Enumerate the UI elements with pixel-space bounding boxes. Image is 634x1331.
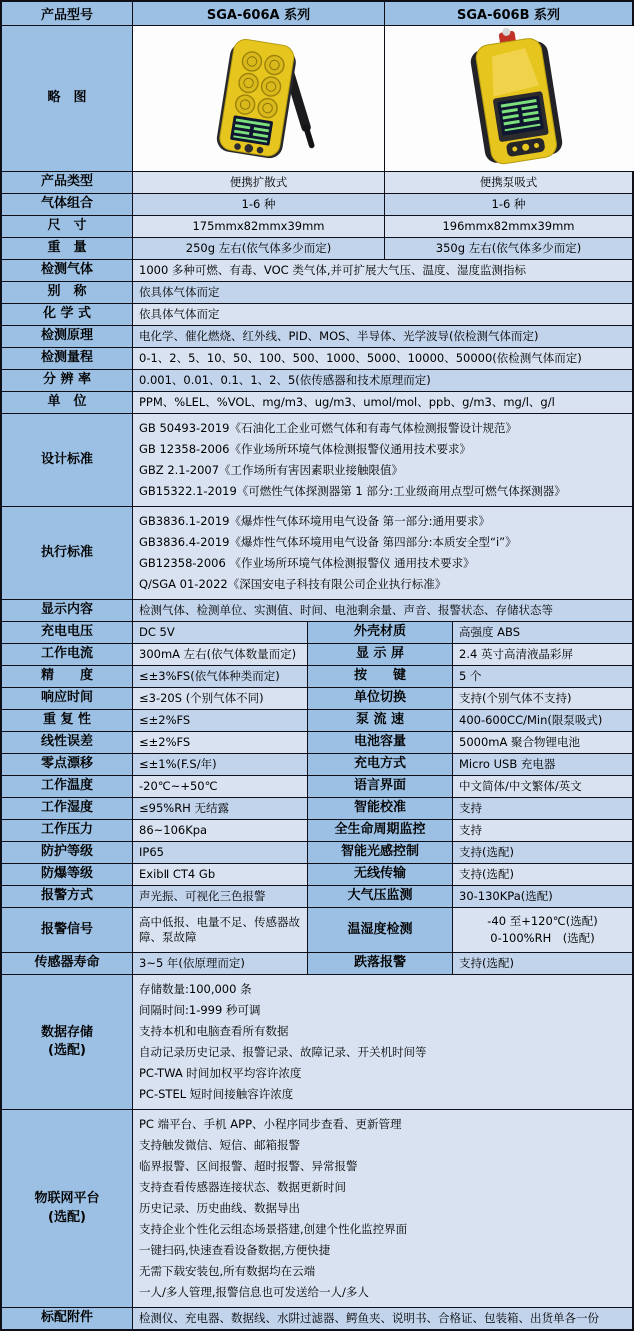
spec-label: 零点漂移: [2, 754, 132, 775]
feature-line: PC 端平台、手机 APP、小程序同步查看、更新管理: [139, 1117, 402, 1131]
spec-value: 支持: [452, 820, 632, 841]
spec-value: -20℃~+50℃: [132, 776, 307, 797]
spec-label: 工作湿度: [2, 798, 132, 819]
spec-value: 2.4 英寸高清液晶彩屏: [452, 644, 632, 665]
spec-label: 智能校准: [307, 798, 452, 819]
table-row: [2, 237, 632, 259]
spec-row: [2, 621, 632, 643]
spec-label: 智能光感控制: [307, 842, 452, 863]
device-body: [466, 27, 564, 166]
feature-line: 支持本机和电脑查看所有数据: [139, 1024, 289, 1038]
spec-label: 线性误差: [2, 732, 132, 753]
feature-line: PC-TWA 时间加权平均容许浓度: [139, 1066, 302, 1080]
feature-line: 自动记录历史记录、报警记录、故障记录、开关机时间等: [139, 1045, 427, 1059]
spec-value: 声光振、可视化三色报警: [132, 886, 307, 907]
spec-value: ExibⅡ CT4 Gb: [132, 864, 307, 885]
table-row: [2, 325, 632, 347]
row-value-a: 1-6 种: [132, 194, 384, 215]
spec-label: 精 度: [2, 666, 132, 687]
feature-line: 支持触发微信、短信、邮箱报警: [139, 1138, 300, 1152]
row-value: 依具体气体而定: [132, 282, 632, 303]
row-label: 设计标准: [2, 414, 132, 506]
row-value-b: 196mmx82mmx39mm: [384, 216, 632, 237]
spec-row: [2, 687, 632, 709]
row-label: [2, 1110, 132, 1307]
spec-label: 外壳材质: [307, 622, 452, 643]
spec-value: 5 个: [452, 666, 632, 687]
row-value: 0-1、2、5、10、50、100、500、1000、5000、10000、50000(依检测气体而定): [132, 348, 632, 369]
iot-platform-lines: [132, 1110, 632, 1307]
spec-label: 工作温度: [2, 776, 132, 797]
spec-row: [2, 753, 632, 775]
row-value: 依具体气体而定: [132, 304, 632, 325]
gas-detector-pump-icon: [391, 27, 634, 170]
row-label: 分 辨 率: [2, 370, 132, 391]
spec-row: [2, 819, 632, 841]
spec-row: [2, 731, 632, 753]
spec-label: 语言界面: [307, 776, 452, 797]
row-value: PPM、%LEL、%VOL、mg/m3、ug/m3、umol/mol、ppb、g/m3、mg/l、g/l: [132, 392, 632, 413]
row-value-b: 350g 左右(依气体多少而定): [384, 238, 632, 259]
row-label: 别 称: [2, 282, 132, 303]
spec-label: 充电电压: [2, 622, 132, 643]
spec-value: ≤95%RH 无结露: [132, 798, 307, 819]
table-row: [2, 171, 632, 193]
row-value: 0.001、0.01、0.1、1、2、5(依传感器和技术原理而定): [132, 370, 632, 391]
design-standard-row: [2, 413, 632, 506]
row-label: 显示内容: [2, 600, 132, 621]
standard-line: GB 50493-2019《石油化工企业可燃气体和有毒气体检测报警设计规范》: [139, 421, 517, 435]
feature-line: 历史记录、历史曲线、数据导出: [139, 1201, 300, 1215]
spec-value: 中文简体/中文繁体/英文: [452, 776, 632, 797]
spec-value: [452, 908, 632, 952]
spec-label: 响应时间: [2, 688, 132, 709]
feature-line: PC-STEL 短时间接触容许浓度: [139, 1087, 294, 1101]
spec-value: 支持(选配): [452, 953, 632, 974]
product-image-pump: [384, 26, 634, 171]
spec-label: 电池容量: [307, 732, 452, 753]
spec-row: [2, 775, 632, 797]
table-row: [2, 193, 632, 215]
standard-line: GB 12358-2006《作业场所环境气体检测报警仪通用技术要求》: [139, 442, 471, 456]
table-row: [2, 215, 632, 237]
row-label: 检测气体: [2, 260, 132, 281]
spec-label: 防爆等级: [2, 864, 132, 885]
spec-value: 支持: [452, 798, 632, 819]
spec-label: 显 示 屏: [307, 644, 452, 665]
spec-value: 400-600CC/Min(限泵吸式): [452, 710, 632, 731]
spec-label: 传感器寿命: [2, 953, 132, 974]
row-value: 检测气体、检测单位、实测值、时间、电池剩余量、声音、报警状态、存储状态等: [132, 600, 632, 621]
standard-line: GB3836.4-2019《爆炸性气体环境用电气设备 第四部分:本质安全型“i”》: [139, 535, 517, 549]
spec-value: ≤±1%(F.S/年): [132, 754, 307, 775]
table-row: [2, 303, 632, 325]
header-product-model: 产品型号: [2, 2, 132, 25]
spec-label: 温湿度检测: [307, 908, 452, 952]
standard-line: GB15322.1-2019《可燃性气体探测器第 1 部分:工业级商用点型可燃气体探测器》: [139, 484, 566, 498]
spec-label: 工作压力: [2, 820, 132, 841]
feature-line: 临界报警、区间报警、超时报警、异常报警: [139, 1159, 358, 1173]
spec-row: [2, 841, 632, 863]
spec-value: 5000mA 聚合物锂电池: [452, 732, 632, 753]
spec-label: 泵 流 速: [307, 710, 452, 731]
feature-line: 一键扫码,快速查看设备数据,方便快捷: [139, 1243, 331, 1257]
spec-label: 单位切换: [307, 688, 452, 709]
spec-value: ≤3-20S (个别气体不同): [132, 688, 307, 709]
spec-value: 3~5 年(依原理而定): [132, 953, 307, 974]
spec-value: 300mA 左右(依气体数量而定): [132, 644, 307, 665]
sketch-label: 略 图: [2, 26, 132, 171]
design-standard-lines: [132, 414, 632, 506]
row-label: 化 学 式: [2, 304, 132, 325]
row-label: 尺 寸: [2, 216, 132, 237]
table-header-row: [2, 2, 632, 25]
feature-line: 无需下载安装包,所有数据均在云端: [139, 1264, 316, 1278]
spec-row: [2, 797, 632, 819]
row-value-b: 便携泵吸式: [384, 172, 632, 193]
row-label: 气体组合: [2, 194, 132, 215]
spec-label: 重 复 性: [2, 710, 132, 731]
spec-label: 大气压监测: [307, 886, 452, 907]
spec-label: 全生命周期监控: [307, 820, 452, 841]
iot-platform-row: [2, 1109, 632, 1307]
spec-value: 86~106Kpa: [132, 820, 307, 841]
table-row: [2, 599, 632, 621]
spec-value: 支持(选配): [452, 864, 632, 885]
spec-value: IP65: [132, 842, 307, 863]
row-label: 检测量程: [2, 348, 132, 369]
accessories-row: [2, 1307, 632, 1329]
spec-value: 支持(个别气体不支持): [452, 688, 632, 709]
row-label: 单 位: [2, 392, 132, 413]
data-storage-row: [2, 974, 632, 1109]
spec-value: ≤±3%FS(依气体种类而定): [132, 666, 307, 687]
spec-value: ≤±2%FS: [132, 732, 307, 753]
row-label-line: (选配): [48, 1209, 86, 1225]
spec-value: Micro USB 充电器: [452, 754, 632, 775]
row-value-a: 250g 左右(依气体多少而定): [132, 238, 384, 259]
feature-line: 一人/多人管理,报警信息也可发送给一人/多人: [139, 1285, 369, 1299]
table-row: [2, 259, 632, 281]
table-row: [2, 347, 632, 369]
standard-line: Q/SGA 01-2022《深国安电子科技有限公司企业执行标准》: [139, 577, 447, 591]
spec-label: 报警方式: [2, 886, 132, 907]
spec-label: 充电方式: [307, 754, 452, 775]
header-series-a: SGA-606A 系列: [132, 2, 384, 25]
spec-row: [2, 952, 632, 974]
standard-line: GB12358-2006 《作业场所环境气体检测报警仪 通用技术要求》: [139, 556, 475, 570]
spec-value: 高强度 ABS: [452, 622, 632, 643]
data-storage-lines: [132, 975, 632, 1109]
gas-detector-diffusion-icon: [139, 27, 378, 170]
spec-row: [2, 907, 632, 952]
table-row: [2, 281, 632, 303]
spec-value: DC 5V: [132, 622, 307, 643]
device-body: [215, 37, 298, 160]
row-label: [2, 975, 132, 1109]
row-label: 产品类型: [2, 172, 132, 193]
spec-value: ≤±2%FS: [132, 710, 307, 731]
feature-line: 存储数量:100,000 条: [139, 982, 252, 996]
feature-line: 支持企业个性化云组态场景搭建,创建个性化监控界面: [139, 1222, 408, 1236]
feature-line: 间隔时间:1-999 秒可调: [139, 1003, 261, 1017]
spec-row: [2, 709, 632, 731]
spec-label: 按 键: [307, 666, 452, 687]
row-label-line: (选配): [48, 1043, 86, 1058]
row-label-line: 物联网平台: [34, 1191, 100, 1207]
row-value-a: 便携扩散式: [132, 172, 384, 193]
spec-value: 高中低报、电量不足、传感器故障、泵故障: [132, 908, 307, 952]
spec-value: 30-130KPa(选配): [452, 886, 632, 907]
row-label: 标配附件: [2, 1308, 132, 1329]
spec-value: 支持(选配): [452, 842, 632, 863]
spec-label: 无线传输: [307, 864, 452, 885]
row-label: 检测原理: [2, 326, 132, 347]
spec-row: [2, 863, 632, 885]
row-value: 检测仪、充电器、数据线、水阱过滤器、鳄鱼夹、说明书、合格证、包装箱、出货单各一份: [132, 1308, 632, 1329]
spec-row: [2, 643, 632, 665]
row-label-line: 数据存储: [40, 1024, 93, 1040]
spec-row: [2, 665, 632, 687]
spec-label: 工作电流: [2, 644, 132, 665]
exec-standard-row: [2, 506, 632, 599]
spec-value-line: -40 至+120℃(选配): [487, 914, 598, 929]
row-value-b: 1-6 种: [384, 194, 632, 215]
row-label: 执行标准: [2, 507, 132, 599]
row-value: 电化学、催化燃烧、红外线、PID、MOS、半导体、光学波导(依检测气体而定): [132, 326, 632, 347]
table-row: [2, 391, 632, 413]
spec-row: [2, 885, 632, 907]
header-series-b: SGA-606B 系列: [384, 2, 632, 25]
spec-label: 跌落报警: [307, 953, 452, 974]
row-label: 重 量: [2, 238, 132, 259]
spec-label: 报警信号: [2, 908, 132, 952]
exec-standard-lines: [132, 507, 632, 599]
row-value-a: 175mmx82mmx39mm: [132, 216, 384, 237]
table-row: [2, 369, 632, 391]
standard-line: GBZ 2.1-2007《工作场所有害因素职业接触限值》: [139, 463, 404, 477]
sketch-row: [2, 25, 632, 171]
feature-line: 支持查看传感器连接状态、数据更新时间: [139, 1180, 346, 1194]
product-image-diffusion: [132, 26, 384, 171]
spec-value-line: 0-100%RH (选配): [490, 931, 595, 945]
standard-line: GB3836.1-2019《爆炸性气体环境用电气设备 第一部分:通用要求》: [139, 514, 490, 528]
spec-label: 防护等级: [2, 842, 132, 863]
row-value: 1000 多种可燃、有毒、VOC 类气体,并可扩展大气压、温度、湿度监测指标: [132, 260, 632, 281]
